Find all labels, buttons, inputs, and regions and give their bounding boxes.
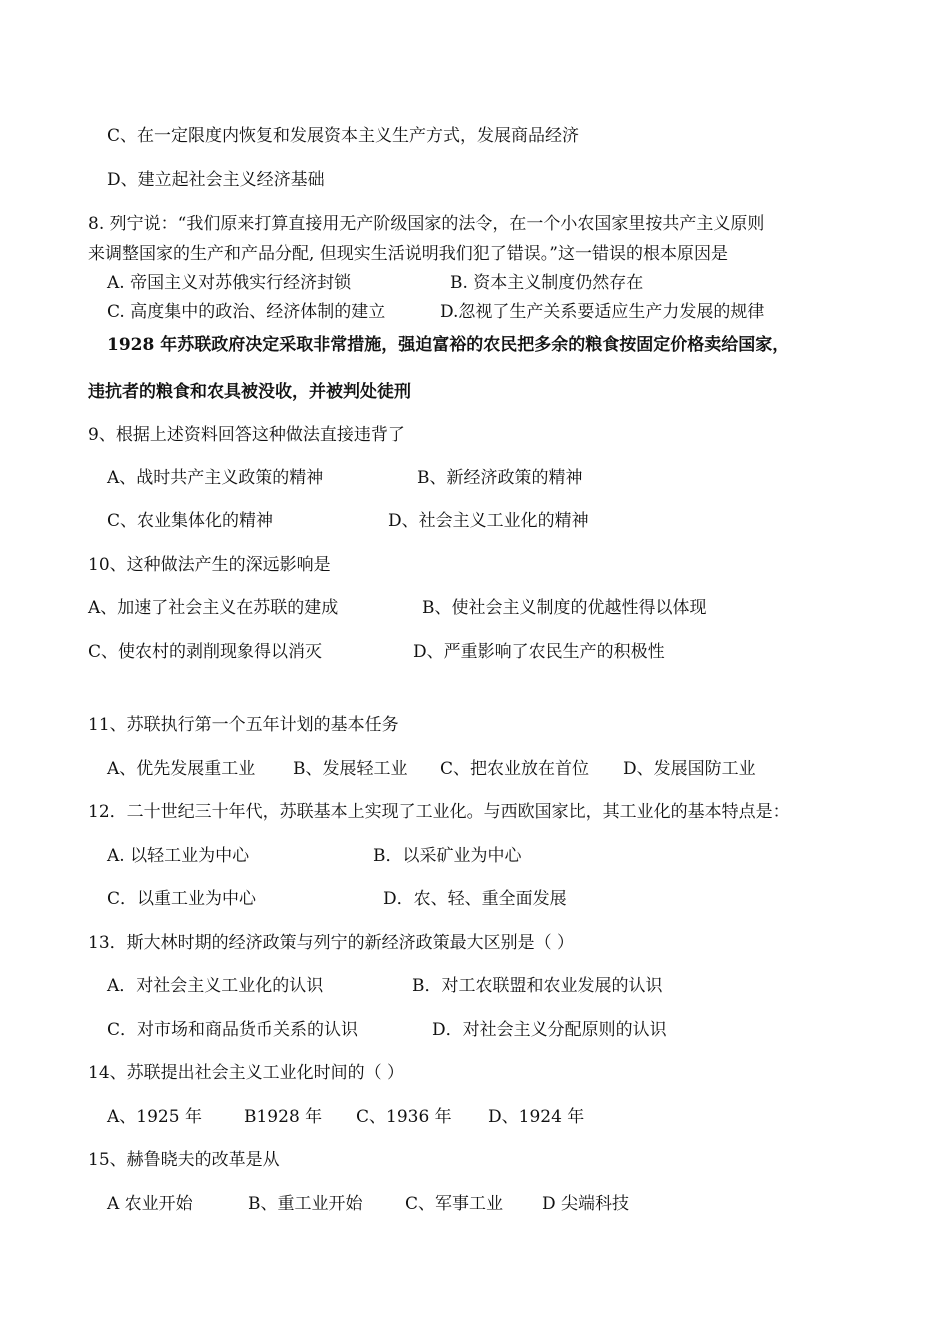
q8-stem-line1: 8. 列宁说：“我们原来打算直接用无产阶级国家的法令，在一个小农国家里按共产主义原则 xyxy=(88,214,765,234)
q14-option-d: D、1924 年 xyxy=(488,1107,585,1127)
q12-option-d: D．农、轻、重全面发展 xyxy=(383,889,567,909)
q12-stem: 12．二十世纪三十年代，苏联基本上实现了工业化。与西欧国家比，其工业化的基本特点是： xyxy=(88,802,790,822)
q13-stem: 13．斯大林时期的经济政策与列宁的新经济政策最大区别是（ ） xyxy=(88,933,575,953)
q12-option-c: C．以重工业为中心 xyxy=(107,889,257,909)
q11-stem: 11、苏联执行第一个五年计划的基本任务 xyxy=(88,715,399,735)
q14-stem: 14、苏联提出社会主义工业化时间的（ ） xyxy=(88,1063,405,1083)
q10-option-c: C、使农村的剥削现象得以消灭 xyxy=(88,642,323,662)
q13-option-a: A．对社会主义工业化的认识 xyxy=(107,976,324,996)
q10-option-b: B、使社会主义制度的优越性得以体现 xyxy=(422,598,707,618)
q15-stem: 15、赫鲁晓夫的改革是从 xyxy=(88,1150,280,1170)
q15-option-a: A 农业开始 xyxy=(107,1194,193,1214)
q12-option-a: A. 以轻工业为中心 xyxy=(107,846,250,866)
q11-option-b: B、发展轻工业 xyxy=(293,759,408,779)
q11-option-a: A、优先发展重工业 xyxy=(107,759,256,779)
q12-option-b: B．以采矿业为中心 xyxy=(373,846,522,866)
material-line2: 违抗者的粮食和农具被没收，并被判处徒刑 xyxy=(88,382,411,402)
q8-option-a: A. 帝国主义对苏俄实行经济封锁 xyxy=(107,273,352,293)
q14-option-c: C、1936 年 xyxy=(356,1107,452,1127)
q10-stem: 10、这种做法产生的深远影响是 xyxy=(88,555,331,575)
q9-stem: 9、根据上述资料回答这种做法直接违背了 xyxy=(88,425,405,445)
q14-option-a: A、1925 年 xyxy=(107,1107,202,1127)
q8-option-c: C. 高度集中的政治、经济体制的建立 xyxy=(107,302,386,322)
q8-option-d: D.忽视了生产关系要适应生产力发展的规律 xyxy=(440,302,765,322)
q15-option-b: B、重工业开始 xyxy=(248,1194,363,1214)
q11-option-c: C、把农业放在首位 xyxy=(440,759,590,779)
q14-option-b: B1928 年 xyxy=(244,1107,323,1127)
q9-option-c: C、农业集体化的精神 xyxy=(107,511,274,531)
q8-option-b: B. 资本主义制度仍然存在 xyxy=(450,273,644,293)
q15-option-c: C、军事工业 xyxy=(405,1194,504,1214)
q7-option-c: C、在一定限度内恢复和发展资本主义生产方式，发展商品经济 xyxy=(107,126,580,146)
q13-option-b: B．对工农联盟和农业发展的认识 xyxy=(412,976,663,996)
q13-option-c: C．对市场和商品货币关系的认识 xyxy=(107,1020,359,1040)
q13-option-d: D．对社会主义分配原则的认识 xyxy=(432,1020,667,1040)
q9-option-b: B、新经济政策的精神 xyxy=(417,468,583,488)
q9-option-d: D、社会主义工业化的精神 xyxy=(388,511,589,531)
q8-stem-line2: 来调整国家的生产和产品分配, 但现实生活说明我们犯了错误。”这一错误的根本原因是 xyxy=(88,244,728,264)
q7-option-d: D、建立起社会主义经济基础 xyxy=(107,170,325,190)
q11-option-d: D、发展国防工业 xyxy=(623,759,756,779)
q9-option-a: A、战时共产主义政策的精神 xyxy=(107,468,324,488)
material-line1: 1928 年苏联政府决定采取非常措施，强迫富裕的农民把多余的粮食按固定价格卖给国家， xyxy=(107,335,790,355)
q10-option-a: A、加速了社会主义在苏联的建成 xyxy=(88,598,339,618)
q15-option-d: D 尖端科技 xyxy=(542,1194,630,1214)
q10-option-d: D、严重影响了农民生产的积极性 xyxy=(413,642,665,662)
